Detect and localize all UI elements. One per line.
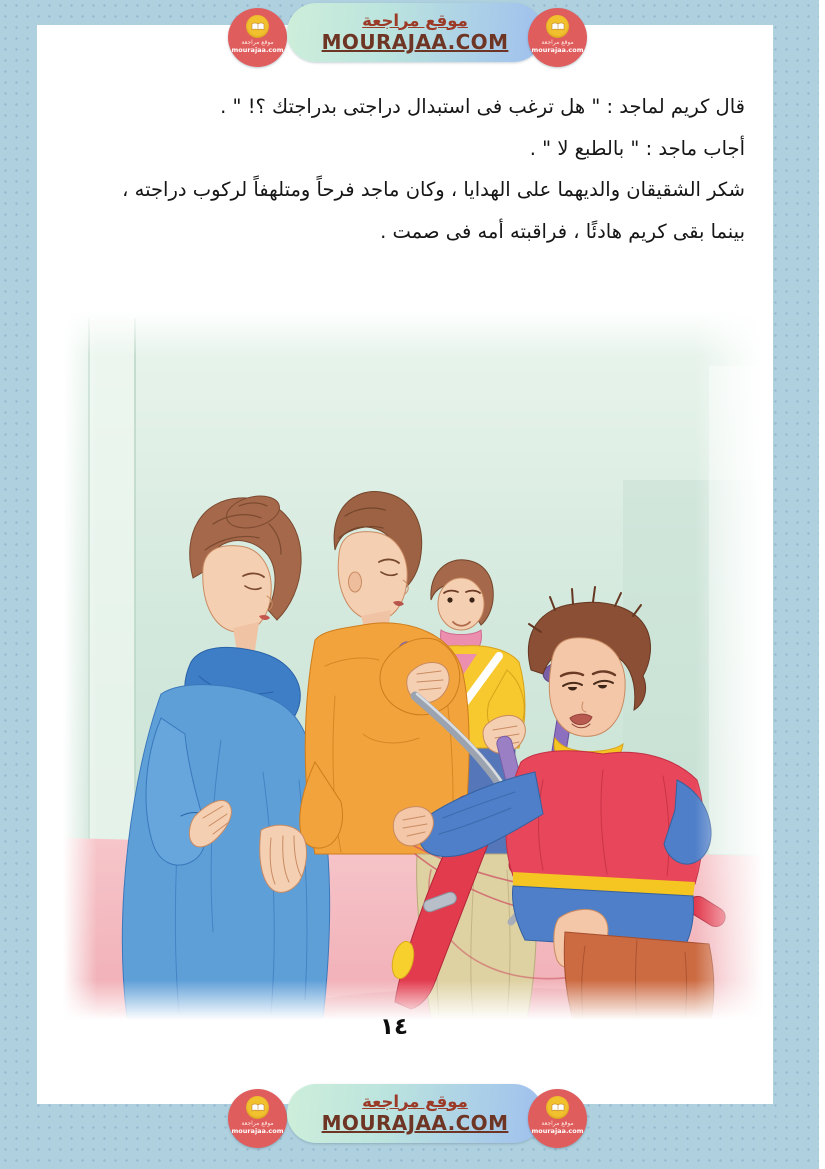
site-name-arabic[interactable]: موقع مراجعة	[362, 1091, 468, 1111]
mourajaa-stamp-badge	[228, 1089, 287, 1148]
badge-domain: mourajaa.com	[231, 45, 284, 54]
site-name-arabic[interactable]: موقع مراجعة	[362, 10, 468, 30]
site-banner-link[interactable]	[287, 1084, 543, 1143]
story-line: شكر الشقيقان والديهما على الهدايا ، وكان ماجد فرحاً ومتلهفاً لركوب دراجته ،	[122, 178, 745, 201]
open-book-icon	[546, 15, 569, 38]
open-book-icon	[546, 1096, 569, 1119]
family-bicycle-illustration	[63, 310, 763, 1020]
badge-domain: mourajaa.com	[531, 45, 584, 54]
story-line: بينما بقى كريم هادئًا ، فراقبته أمه فى صمت .	[380, 219, 745, 243]
scan-edge	[819, 0, 825, 1169]
badge-site-name: موقع مراجعة	[541, 1120, 574, 1127]
story-line: قال كريم لماجد : " هل ترغب فى استبدال دراجتى بدراجتك ؟! " .	[220, 95, 745, 118]
story-paragraph	[77, 86, 745, 252]
mourajaa-stamp-badge	[228, 8, 287, 67]
badge-domain: mourajaa.com	[231, 1126, 284, 1135]
story-line: أجاب ماجد : " بالطبع لا " .	[529, 136, 745, 160]
badge-domain: mourajaa.com	[531, 1126, 584, 1135]
site-domain-link[interactable]: MOURAJAA.COM	[321, 1111, 509, 1136]
footer-branding	[0, 1081, 825, 1151]
badge-site-name: موقع مراجعة	[241, 39, 274, 46]
mourajaa-stamp-badge	[528, 1089, 587, 1148]
mourajaa-stamp-badge	[528, 8, 587, 67]
badge-site-name: موقع مراجعة	[541, 39, 574, 46]
open-book-icon	[246, 1096, 269, 1119]
site-banner-link[interactable]	[287, 3, 543, 62]
badge-site-name: موقع مراجعة	[241, 1120, 274, 1127]
page-number: ١٤	[379, 1014, 409, 1040]
header-branding	[0, 0, 825, 70]
open-book-icon	[246, 15, 269, 38]
site-domain-link[interactable]: MOURAJAA.COM	[321, 30, 509, 55]
